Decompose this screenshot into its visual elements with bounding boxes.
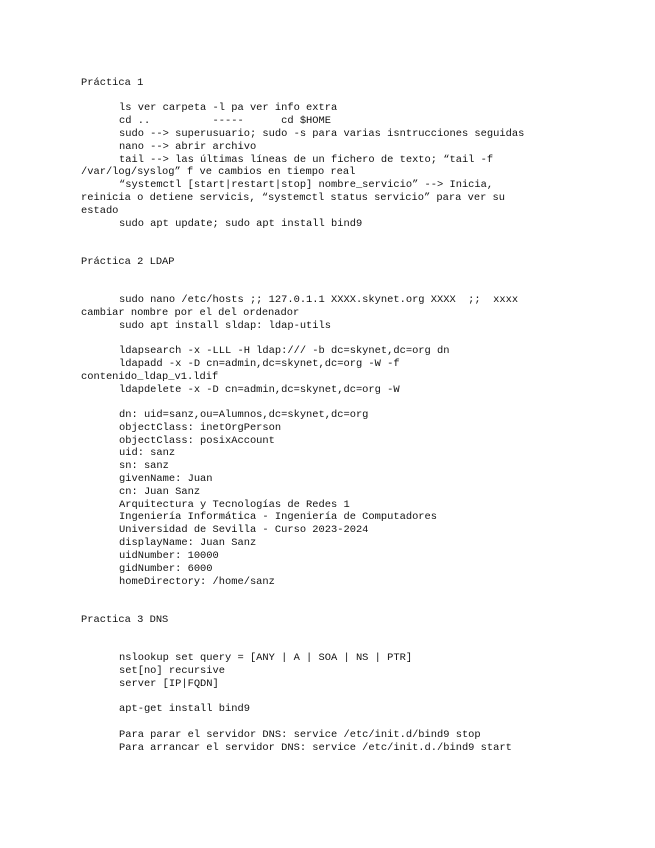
- text-line: cd .. ----- cd $HOME: [119, 115, 332, 127]
- text-line: server [IP|FQDN]: [119, 678, 219, 690]
- text-line: nano --> abrir archivo: [119, 141, 257, 153]
- text-line: contenido_ldap_v1.ldif: [81, 371, 219, 383]
- text-line: Para arrancar el servidor DNS: service /etc/init.d./bind9 start: [119, 742, 512, 754]
- text-line: uid: sanz: [119, 447, 176, 459]
- text-line: “systemctl [start|restart|stop] nombre_servicio” --> Inicia,: [119, 179, 494, 191]
- text-line: uidNumber: 10000: [119, 550, 219, 562]
- text-line: sudo apt install sldap: ldap-utils: [119, 320, 332, 332]
- text-line: set[no] recursive: [119, 665, 226, 677]
- text-line: /var/log/syslog” f ve cambios en tiempo real: [81, 166, 356, 178]
- text-line: ldapadd -x -D cn=admin,dc=skynet,dc=org -W -f: [119, 358, 400, 370]
- text-line: Para parar el servidor DNS: service /etc/init.d/bind9 stop: [119, 729, 481, 741]
- text-line: cambiar nombre por el del ordenador: [81, 307, 300, 319]
- text-line: dn: uid=sanz,ou=Alumnos,dc=skynet,dc=org: [119, 409, 369, 421]
- text-line: reinicia o detiene servicis, “systemctl status servicio” para ver su: [81, 192, 506, 204]
- text-line: objectClass: posixAccount: [119, 435, 275, 447]
- text-line: gidNumber: 6000: [119, 563, 213, 575]
- text-line: Universidad de Sevilla - Curso 2023-2024: [119, 524, 369, 536]
- text-line: sn: sanz: [119, 460, 169, 472]
- text-line: tail --> las últimas líneas de un fichero de texto; “tail -f: [119, 154, 494, 166]
- text-line: nslookup set query = [ANY | A | SOA | NS | PTR]: [119, 652, 413, 664]
- section-heading: Práctica 2 LDAP: [81, 256, 175, 268]
- text-line: ldapsearch -x -LLL -H ldap:/// -b dc=skynet,dc=org dn: [119, 345, 450, 357]
- text-line: sudo nano /etc/hosts ;; 127.0.1.1 XXXX.skynet.org XXXX ;; xxxx: [119, 294, 519, 306]
- text-line: displayName: Juan Sanz: [119, 537, 257, 549]
- text-line: Ingeniería Informática - Ingeniería de Computadores: [119, 511, 438, 523]
- text-line: ldapdelete -x -D cn=admin,dc=skynet,dc=org -W: [119, 384, 400, 396]
- text-line: apt-get install bind9: [119, 703, 250, 715]
- text-line: givenName: Juan: [119, 473, 213, 485]
- text-line: Arquitectura y Tecnologías de Redes 1: [119, 499, 350, 511]
- text-line: objectClass: inetOrgPerson: [119, 422, 282, 434]
- section-heading: Práctica 1: [81, 77, 144, 89]
- text-line: homeDirectory: /home/sanz: [119, 576, 275, 588]
- section-heading: Practica 3 DNS: [81, 614, 169, 626]
- text-line: cn: Juan Sanz: [119, 486, 201, 498]
- text-line: sudo apt update; sudo apt install bind9: [119, 218, 363, 230]
- text-line: sudo --> superusuario; sudo -s para varias isntrucciones seguidas: [119, 128, 525, 140]
- text-line: estado: [81, 205, 119, 217]
- text-line: ls ver carpeta -l pa ver info extra: [119, 102, 338, 114]
